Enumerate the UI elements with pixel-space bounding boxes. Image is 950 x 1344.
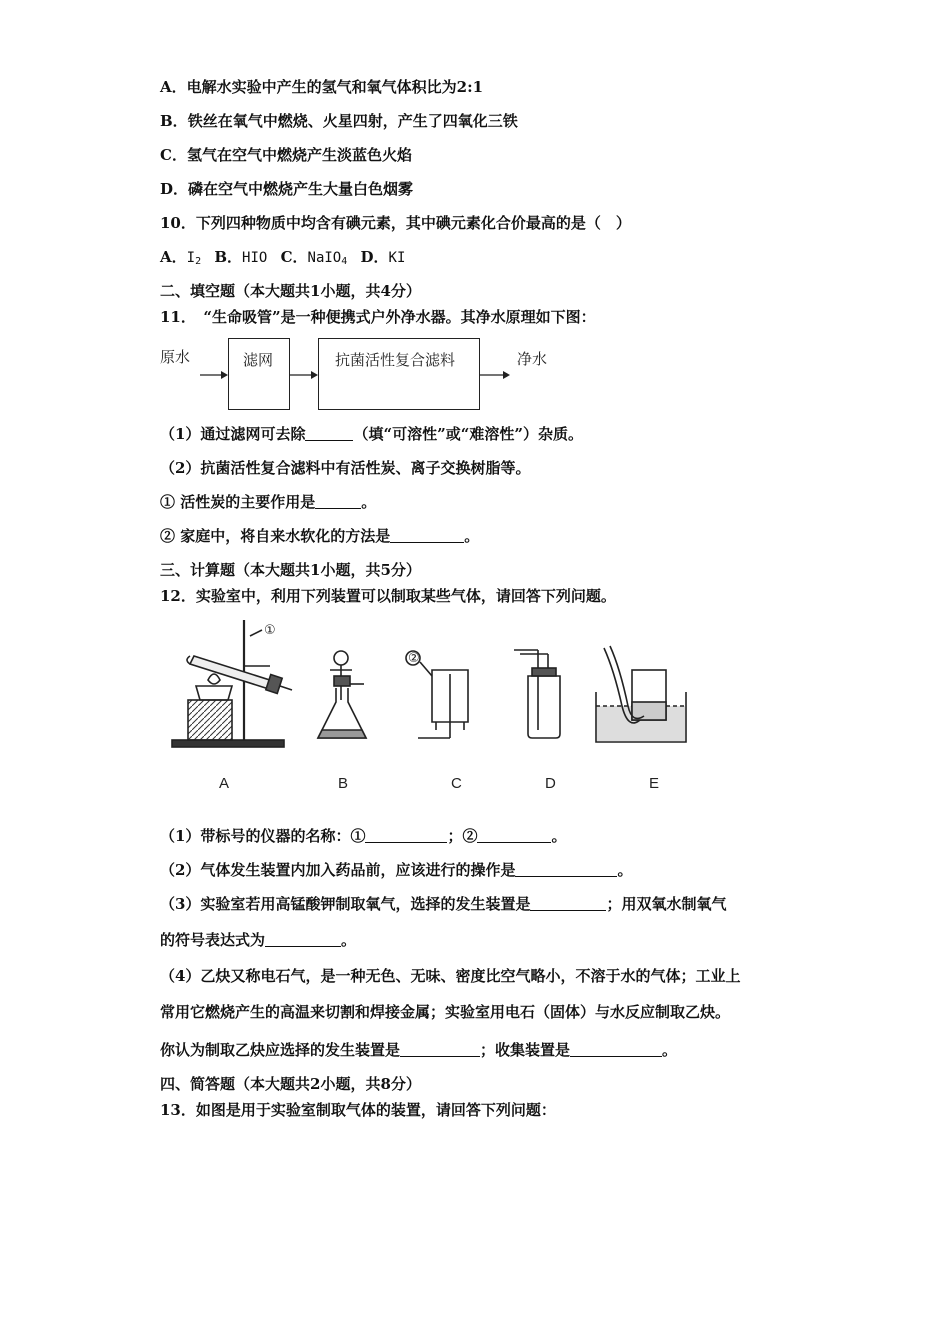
q12-part4-line3: 你认为制取乙炔应选择的发生装置是 ；收集装置是 。: [160, 1041, 678, 1059]
apparatus-b: [318, 651, 366, 738]
q9-option-d: D．磷在空气中燃烧产生大量白色烟雾: [160, 180, 414, 198]
q12-part4-line1: （4）乙炔又称电石气，是一种无色、无味、密度比空气略小，不溶于水的气体；工业上: [160, 967, 741, 985]
q12-part1: （1）带标号的仪器的名称：① ；② 。: [160, 827, 567, 845]
answer-blank[interactable]: [365, 828, 447, 843]
lab-apparatus-figure: [0, 610, 950, 770]
apparatus-e: [596, 646, 686, 742]
q12-part4-line2: 常用它燃烧产生的高温来切割和焊接金属；实验室用电石（固体）与水反应制取乙炔。: [160, 1003, 731, 1021]
answer-blank[interactable]: [305, 426, 353, 441]
section4-title: 四、简答题（本大题共2小题，共8分）: [160, 1075, 421, 1093]
section2-title: 二、填空题（本大题共1小题，共4分）: [160, 282, 421, 300]
q10-option-a: $I_2$: [186, 250, 202, 267]
answer-blank[interactable]: [390, 528, 464, 543]
q11-part2: （2）抗菌活性复合滤料中有活性炭、离子交换树脂等。: [160, 459, 531, 477]
q9-option-a: A．电解水实验中产生的氢气和氧气体积比为2:1: [160, 78, 484, 96]
apparatus-label-e: E: [649, 775, 660, 792]
answer-blank[interactable]: [315, 494, 361, 509]
answer-blank[interactable]: [477, 828, 551, 843]
answer-blank[interactable]: [265, 932, 341, 947]
apparatus-d: [514, 650, 560, 738]
q11-part1: （1）通过滤网可去除 （填“可溶性”或“难溶性”）杂质。: [160, 425, 583, 443]
flow-end-label: 净水: [517, 350, 548, 368]
answer-blank[interactable]: [570, 1042, 662, 1057]
q12-part3: （3）实验室若用高锰酸钾制取氧气，选择的发生装置是 ；用双氧水制氧气: [160, 895, 727, 913]
q11-part2-sub1: ① 活性炭的主要作用是 。: [160, 493, 377, 511]
q12-part3-cont: 的符号表达式为 。: [160, 931, 357, 949]
q9-option-b: B．铁丝在氧气中燃烧、火星四射，产生了四氧化三铁: [160, 112, 518, 130]
apparatus-label-b: B: [338, 775, 349, 792]
section3-title: 三、计算题（本大题共1小题，共5分）: [160, 561, 421, 579]
q12-part2: （2）气体发生装置内加入药品前，应该进行的操作是 。: [160, 861, 633, 879]
answer-blank[interactable]: [400, 1042, 480, 1057]
q10-option-c: NaIO$_4$: [307, 250, 348, 267]
composite-filter-box: 抗菌活性复合滤料: [318, 338, 480, 410]
q10-option-b: HIO: [242, 250, 268, 266]
answer-blank[interactable]: [530, 896, 606, 911]
q9-option-c: C．氢气在空气中燃烧产生淡蓝色火焰: [160, 146, 412, 164]
q13-stem: 13．如图是用于实验室制取气体的装置，请回答下列问题：: [160, 1101, 556, 1119]
answer-blank[interactable]: [515, 862, 617, 877]
marker-1: ①: [264, 623, 276, 638]
q10-stem: 10．下列四种物质中均含有碘元素，其中碘元素化合价最高的是（ ）: [160, 214, 631, 232]
apparatus-label-c: C: [451, 775, 462, 792]
q10-option-d: KI: [388, 250, 406, 266]
apparatus-label-d: D: [545, 775, 556, 792]
flow-start-label: 原水: [160, 348, 191, 366]
q11-stem: 11． “生命吸管”是一种便携式户外净水器。其净水原理如下图：: [160, 308, 596, 326]
apparatus-label-a: A: [219, 775, 230, 792]
filter-mesh-box: 滤网: [228, 338, 290, 410]
apparatus-a: [172, 620, 292, 747]
q12-stem: 12．实验室中，利用下列装置可以制取某些气体，请回答下列问题。: [160, 587, 616, 605]
q11-part2-sub2: ② 家庭中，将自来水软化的方法是 。: [160, 527, 480, 545]
q10-options: A．$I_2$ B．HIO C．NaIO$_4$ D．KI: [160, 248, 406, 267]
marker-2: ②: [408, 651, 420, 666]
